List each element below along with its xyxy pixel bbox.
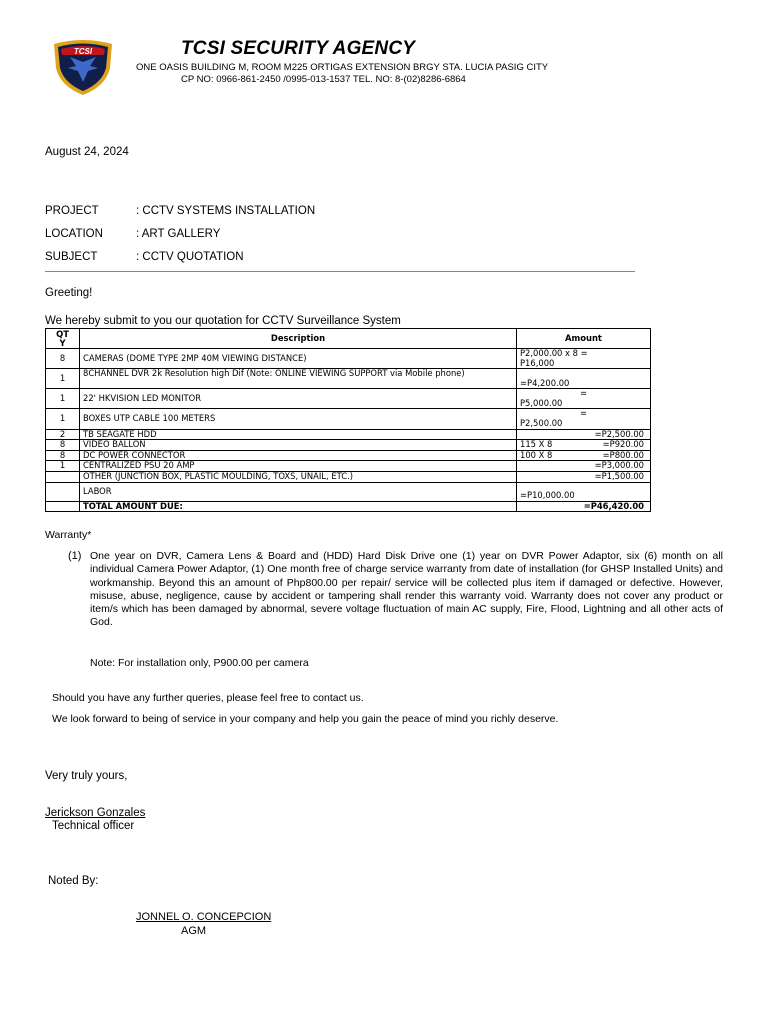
amount-cell: =P2,500.00 [517,429,651,440]
amount-line: P16,000 [520,357,555,368]
description-cell: 22' HKVISION LED MONITOR [80,389,517,409]
installation-note: Note: For installation only, P900.00 per camera [90,657,309,669]
warranty-number: (1) [68,550,82,562]
company-name: TCSI SECURITY AGENCY [181,38,416,59]
qty-cell: 8 [46,440,80,451]
description-cell: BOXES UTP CABLE 100 METERS [80,409,517,429]
table-row [46,349,651,369]
location-label: LOCATION [45,228,103,240]
project-row [45,205,315,217]
amount-rate: 115 X 8 [520,439,553,450]
description-cell: DC POWER CONNECTOR [80,450,517,461]
letter-date: August 24, 2024 [45,146,129,158]
warranty-title: Warranty* [45,529,92,541]
quotation-table [45,328,651,512]
amount-header: Amount [517,329,651,349]
amount-cell [517,450,651,461]
qty-cell: 8 [46,450,80,461]
description-cell: LABOR [80,482,517,501]
amount-cell: =P1,500.00 [517,471,651,482]
description-cell: CAMERAS (DOME TYPE 2MP 40M VIEWING DISTANCE) [80,349,517,369]
subject-row [45,251,244,263]
description-cell: CENTRALIZED PSU 20 AMP [80,461,517,472]
amount-line: = [580,408,588,419]
amount-cell: =P4,200.00 [517,369,651,389]
project-label: PROJECT [45,205,99,217]
location-value: : ART GALLERY [136,228,221,240]
subject-value: : CCTV QUOTATION [136,251,244,263]
qty-cell: 1 [46,409,80,429]
table-row [46,409,651,429]
amount-line: P2,500.00 [520,417,563,428]
qty-cell: 8 [46,349,80,369]
description-header: Description [80,329,517,349]
subject-label: SUBJECT [45,251,98,263]
table-row [46,482,651,501]
table-row [46,471,651,482]
queries-text: Should you have any further queries, please feel free to contact us. [52,692,364,704]
company-logo [50,38,116,96]
forward-text: We look forward to being of service in your company and help you gain the peace of mind you richly deserve. [52,713,559,725]
total-label: TOTAL AMOUNT DUE: [80,501,517,512]
description-cell: OTHER (JUNCTION BOX, PLASTIC MOULDING, TOXS, UNAIL, ETC.) [80,471,517,482]
table-header-row [46,329,651,349]
company-address: ONE OASIS BUILDING M, ROOM M225 ORTIGAS EXTENSION BRGY STA. LUCIA PASIG CITY [136,62,549,73]
project-value: : CCTV SYSTEMS INSTALLATION [136,205,316,217]
table-row [46,450,651,461]
qty-cell: 1 [46,369,80,389]
signer-name: Jerickson Gonzales [45,807,146,819]
closing: Very truly yours, [45,770,128,782]
amount-line: P2,000.00 x 8 = [520,348,588,358]
greeting: Greeting! [45,287,93,299]
description-cell: VIDEO BALLON [80,440,517,451]
amount-cell: =P10,000.00 [517,482,651,501]
qty-cell: 1 [46,389,80,409]
qty-cell: 1 [46,461,80,472]
divider [45,271,635,272]
amount-total: =P920.00 [602,439,644,450]
amount-cell [517,389,651,409]
table-row [46,440,651,451]
company-contact: CP NO: 0966-861-2450 /0995-013-1537 TEL. NO: 8-(02)8286-6864 [181,74,466,85]
total-row [46,501,651,512]
location-row [45,228,220,240]
total-amount: =P46,420.00 [517,501,651,512]
warranty-text: One year on DVR, Camera Lens & Board and (HDD) Hard Disk Drive one (1) year on DVR Power Adaptor, six (6) month on all individual Camera Power Adaptor, (1) One month free of charge service warranty from date of installation (for GHSP Installed Units) and workmanship. Beyond this an amount of Php800.00 per repair/ service will be collected plus item if damaged or defective. However, misuse, abuse, negligence, cause by accident or tampering shall render this warranty void. Warranty does not cover any product or item/s which has been damaged by abnormal, severe voltage fluctuation of main AC supply, Fire, Flood, Lightning and all other acts of God. [90,550,723,629]
qty-cell [46,501,80,512]
amount-rate: 100 X 8 [520,449,553,460]
amount-cell [517,409,651,429]
description-cell: 8CHANNEL DVR 2k Resolution high Dif (Note: ONLINE VIEWING SUPPORT via Mobile phone) [80,369,517,389]
amount-line: P5,000.00 [520,397,563,408]
amount-total: =P800.00 [602,449,644,460]
table-row [46,389,651,409]
table-row [46,369,651,389]
amount-cell [517,440,651,451]
intro-text: We hereby submit to you our quotation for CCTV Surveillance System [45,315,401,327]
qty-header: QT Y [46,329,80,349]
table-row [46,429,651,440]
description-cell: TB SEAGATE HDD [80,429,517,440]
table-row [46,461,651,472]
qty-cell [46,482,80,501]
signer-title: Technical officer [52,820,135,832]
amount-cell: =P3,000.00 [517,461,651,472]
amount-line: = [580,388,588,399]
logo-text: TCSI [73,47,93,56]
approver-name: JONNEL O. CONCEPCION [136,911,272,923]
amount-cell [517,349,651,369]
qty-cell: 2 [46,429,80,440]
qty-cell [46,471,80,482]
approver-title: AGM [181,925,207,937]
noted-by-label: Noted By: [48,875,99,887]
